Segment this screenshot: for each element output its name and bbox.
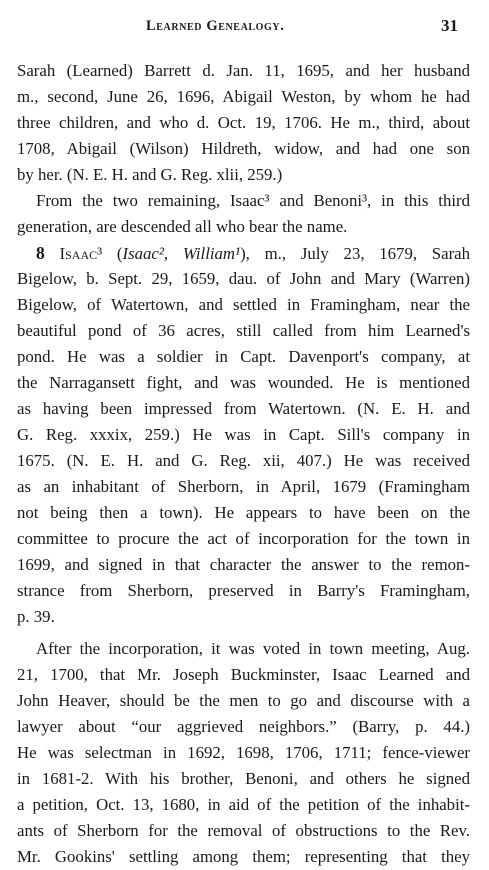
text-line: G. Reg. xxxix, 259.) He was in Capt. Sill's company in xyxy=(17,425,470,444)
text-line: m., second, June 26, 1696, Abigail Weston, by whom he had xyxy=(17,87,470,106)
text-line: Mr. Gookins' settling among them; representing that they xyxy=(17,847,470,866)
text-line: lawyer about “our aggrieved neighbors.” (Barry, p. 44.) xyxy=(17,717,470,736)
text-line: beautiful pond of 36 acres, still called from him Learned's xyxy=(17,321,470,340)
text-line: a petition, Oct. 13, 1680, in aid of the petition of the inhabit- xyxy=(17,795,470,814)
running-title: Learned Genealogy. xyxy=(146,18,285,34)
page-number: 31 xyxy=(441,16,458,35)
text-line: generation, are descended all who bear the name. xyxy=(17,217,348,236)
entry-name: Isaac³ xyxy=(59,244,103,263)
text-line: He was selectman in 1692, 1698, 1706, 1711; fence-viewer xyxy=(17,743,470,762)
text-line: as an inhabitant of Sherborn, in April, 1679 (Framingham xyxy=(17,477,470,496)
text-line: pond. He was a soldier in Capt. Davenport's company, at xyxy=(17,347,470,366)
text-line: by her. (N. E. H. and G. Reg. xlii, 259.) xyxy=(17,165,283,184)
text-line: Sarah (Learned) Barrett d. Jan. 11, 1695, and her husband xyxy=(17,61,470,80)
text-line: as having been impressed from Watertown. (N. E. H. and xyxy=(17,399,470,418)
text-line: ants of Sherborn for the removal of obstructions to the Rev. xyxy=(17,821,470,840)
text-line: not being then a town). He appears to have been on the xyxy=(17,503,470,522)
text-line: Bigelow, b. Sept. 29, 1659, dau. of John and Mary (Warren) xyxy=(17,269,470,288)
text-line: 1675. (N. E. H. and G. Reg. xii, 407.) He was received xyxy=(17,451,470,470)
paragraph-first-line: From the two remaining, Isaac³ and Benoni³, in this third xyxy=(36,191,470,210)
text-line: Bigelow, of Watertown, and settled in Framingham, near the xyxy=(17,295,470,314)
entry-father: Isaac² xyxy=(122,244,164,263)
entry-heading-rest: ), m., July 23, 1679, Sarah xyxy=(240,244,470,263)
text-line: 1699, and signed in that character the answer to the remon- xyxy=(17,555,470,574)
entry-grandfather: William¹ xyxy=(182,244,241,263)
text-line: p. 39. xyxy=(17,607,55,626)
text-line: strance from Sherborn, preserved in Barry's Framingham, xyxy=(17,581,470,600)
paragraph-first-line: After the incorporation, it was voted in town meeting, Aug. xyxy=(36,639,470,658)
text-line: three children, and who d. Oct. 19, 1706. He m., third, about xyxy=(17,113,470,132)
entry-comma: , xyxy=(163,244,183,263)
text-line: the Narragansett fight, and was wounded. He is mentioned xyxy=(17,373,470,392)
entry-number: 8 xyxy=(36,243,45,263)
text-line: 21, 1700, that Mr. Joseph Buckminster, Isaac Learned and xyxy=(17,665,470,684)
text-line: John Heaver, should be the men to go and discourse with a xyxy=(17,691,470,710)
entry-open-paren: ( xyxy=(102,244,123,263)
text-line: in 1681-2. With his brother, Benoni, and others he signed xyxy=(17,769,470,788)
text-line: 1708, Abigail (Wilson) Hildreth, widow, and had one son xyxy=(17,139,470,158)
running-head xyxy=(0,14,489,38)
entry-heading-line xyxy=(36,240,470,266)
text-line: committee to procure the act of incorporation for the town in xyxy=(17,529,470,548)
